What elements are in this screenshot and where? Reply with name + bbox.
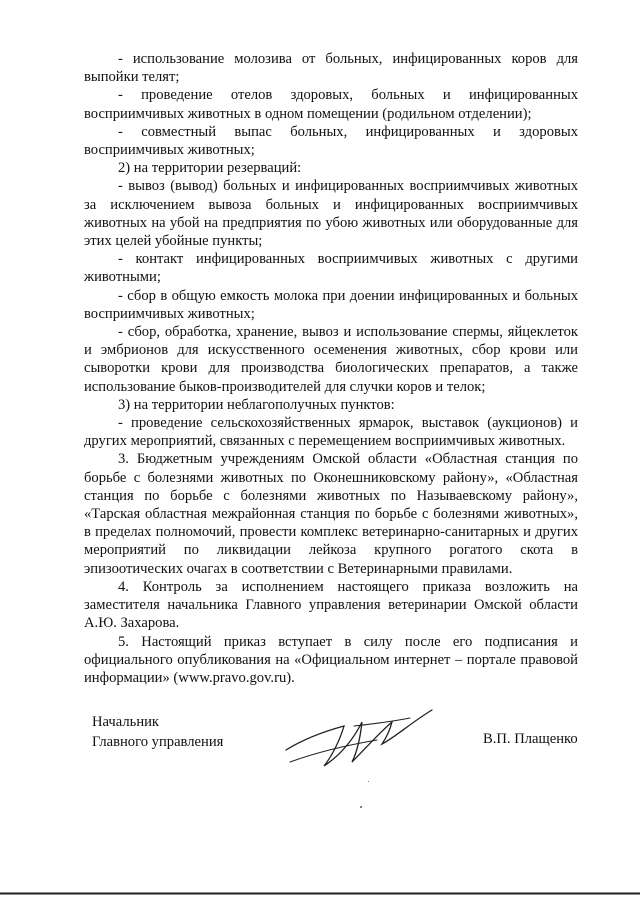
handwritten-signature (282, 700, 452, 780)
document-body (84, 50, 578, 687)
paragraph: 2) на территории резерваций: (118, 160, 302, 177)
paragraph: - проведение отелов здоровых, больных и инфицированных восприимчивых животных в одном помещении (родильном отделении); (84, 87, 578, 122)
signatory-title-line: Главного управления (92, 734, 224, 750)
signatory-title-line: Начальник (92, 714, 160, 730)
signatory-title (92, 712, 223, 752)
paragraph: - сбор, обработка, хранение, вывоз и использование спермы, яйцеклеток и эмбрионов для искусственного осеменения животных, сбор крови или сыворотки крови для производства биологических препаратов, а также использование быков-производителей для случки коров и телок; (84, 324, 578, 395)
paragraph: - использование молозива от больных, инфицированных коров для выпойки телят; (84, 51, 578, 86)
paragraph: 3. Бюджетным учреждениям Омской области «Областная станция по борьбе с болезнями животных по Оконешниковскому району», «Областная станция по борьбе с болезнями животных по Называевскому району», «Тарская областная межрайонная станция по борьбе с болезнями животных», в пределах полномочий, провести комплекс ветеринарно-санитарных и других мероприятий по ликвидации лейкоза крупного рогатого скота в эпизоотических очагах в соответствии с Ветеринарными правилами. (84, 451, 578, 577)
scan-edge-line (0, 892, 640, 895)
signature-block (0, 700, 640, 810)
paragraph: 4. Контроль за исполнением настоящего приказа возложить на заместителя начальника Главного управления ветеринарии Омской области А.Ю. Захарова. (84, 578, 578, 632)
paragraph: - совместный выпас больных, инфицированных и здоровых восприимчивых животных; (84, 123, 578, 159)
paragraph: 5. Настоящий приказ вступает в силу после его подписания и официального опубликования на «Официальном интернет – портале правовой информации» (www.pravo.gov.ru). (84, 633, 578, 686)
paragraph: 3) на территории неблагополучных пунктов: (118, 396, 395, 413)
paragraph: - вывоз (вывод) больных и инфицированных восприимчивых животных за исключением вывоза больных и инфицированных восприимчивых животных на убой на предприятия по убою животных или оборудованные для этих целей убойные пункты; (84, 178, 578, 250)
scan-speck (368, 781, 369, 782)
paragraph: - контакт инфицированных восприимчивых животных с другими животными; (84, 251, 578, 286)
paragraph: - сбор в общую емкость молока при доении инфицированных и больных восприимчивых животных; (84, 287, 578, 322)
signatory-name: В.П. Плащенко (483, 731, 578, 747)
scan-speck (360, 806, 362, 808)
paragraph: - проведение сельскохозяйственных ярмарок, выставок (аукционов) и других мероприятий, связанных с перемещением восприимчивых животных. (84, 415, 578, 450)
